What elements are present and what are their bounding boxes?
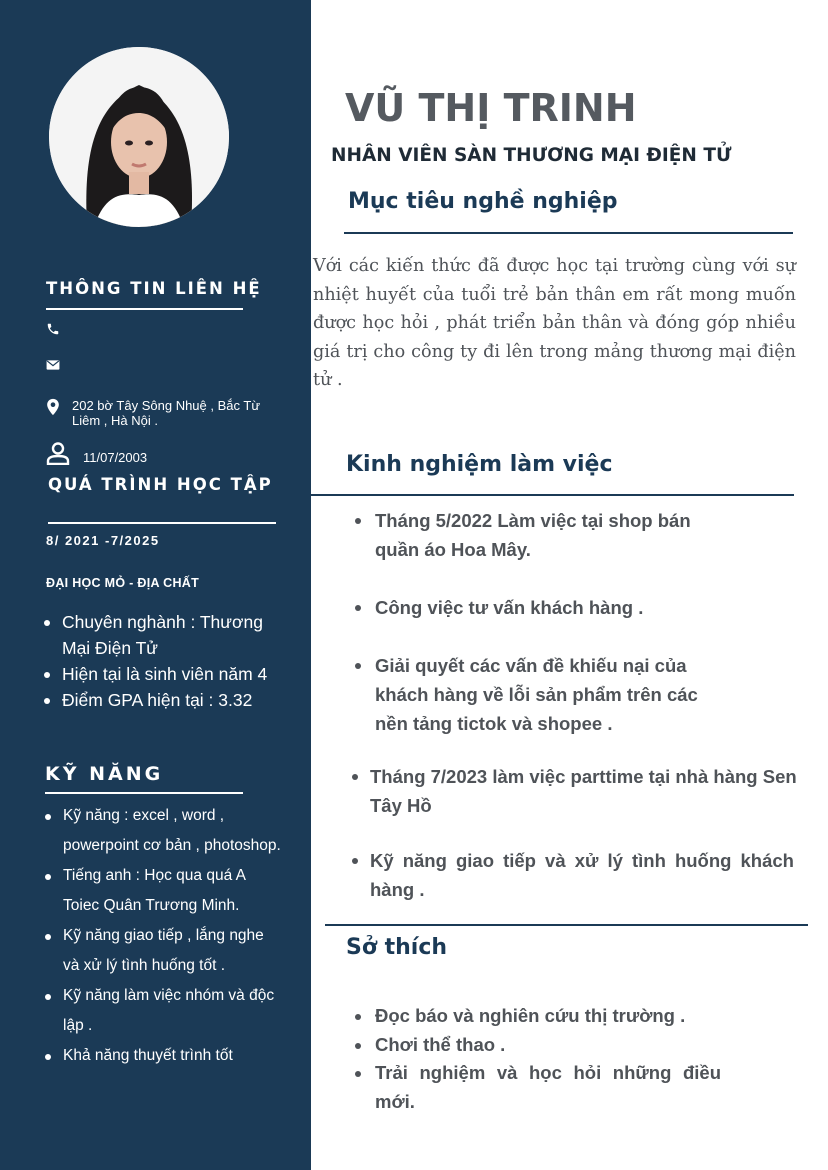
hobbies-heading: Sở thích xyxy=(346,935,448,960)
phone-icon xyxy=(46,322,60,336)
list-item: Kỹ năng giao tiếp , lắng nghe và xử lý tình huống tốt . xyxy=(44,921,284,981)
list-item: Hiện tại là sinh viên năm 4 xyxy=(42,661,292,687)
experience-item: Giải quyết các vấn đề khiếu nại của khách hàng về lỗi sản phẩm trên các nền tảng tictok và shopee . xyxy=(375,651,710,738)
list-item: Điểm GPA hiện tại : 3.32 xyxy=(42,687,292,713)
profile-photo xyxy=(49,47,229,227)
location-pin-icon xyxy=(46,398,60,416)
list-item: Chơi thể thao . xyxy=(355,1031,721,1060)
list-item: Đọc báo và nghiên cứu thị trường . xyxy=(355,1002,721,1031)
bullet xyxy=(352,858,358,864)
bullet xyxy=(355,518,361,524)
experience-heading: Kinh nghiệm làm việc xyxy=(346,452,613,477)
email-icon xyxy=(46,359,60,371)
bullet xyxy=(352,774,358,780)
objective-text: Với các kiến thức đã được học tại trường cùng với sự nhiệt huyết của tuổi trẻ bản thân em rất mong muốn được học hỏi , phát triển bản thân và đóng góp nhiều giá trị cho công ty đi lên trong mảng thương mại điện tử . xyxy=(313,256,796,390)
experience-divider xyxy=(311,494,794,496)
job-title: NHÂN VIÊN SÀN THƯƠNG MẠI ĐIỆN TỬ xyxy=(331,145,732,166)
education-heading: QUÁ TRÌNH HỌC TẬP xyxy=(48,475,273,494)
experience-item: Tháng 7/2023 làm việc parttime tại nhà hàng Sen Tây Hồ xyxy=(370,762,800,820)
objective-divider xyxy=(344,232,793,234)
list-item: Kỹ năng làm việc nhóm và độc lập . xyxy=(44,981,284,1041)
contact-divider xyxy=(46,308,243,310)
school-name: ĐẠI HỌC MỎ - ĐỊA CHẤT xyxy=(46,576,200,590)
education-divider xyxy=(48,522,276,524)
education-list xyxy=(42,609,292,713)
list-item: Kỹ năng : excel , word , powerpoint cơ bản , photoshop. xyxy=(44,801,284,861)
phone-row xyxy=(46,322,60,336)
list-item: Khả năng thuyết trình tốt xyxy=(44,1041,284,1071)
bullet xyxy=(355,663,361,669)
skills-list xyxy=(44,801,284,1071)
objective-heading: Mục tiêu nghề nghiệp xyxy=(348,189,618,214)
avatar xyxy=(49,47,229,227)
email-row xyxy=(46,359,60,371)
list-item: Tiếng anh : Học qua quá A Toiec Quân Trương Minh. xyxy=(44,861,284,921)
user-icon xyxy=(46,442,70,465)
sidebar xyxy=(0,0,311,1170)
contact-heading: THÔNG TIN LIÊN HỆ xyxy=(46,279,262,298)
list-item: Chuyên nghành : Thương Mại Điện Tử xyxy=(42,609,292,661)
education-period: 8/ 2021 -7/2025 xyxy=(46,533,160,548)
bullet xyxy=(355,605,361,611)
birthdate-row xyxy=(46,442,147,465)
experience-item: Tháng 5/2022 Làm việc tại shop bán quần áo Hoa Mây. xyxy=(375,506,695,564)
skills-divider xyxy=(45,792,243,794)
birthdate-text: 11/07/2003 xyxy=(83,450,148,465)
candidate-name: VŨ THỊ TRINH xyxy=(345,86,637,130)
experience-item: Công việc tư vấn khách hàng . xyxy=(375,593,695,622)
address-text: 202 bờ Tây Sông Nhuệ , Bắc Từ Liêm , Hà Nội . xyxy=(72,398,261,428)
experience-item: Kỹ năng giao tiếp và xử lý tình huống khách hàng . xyxy=(370,846,794,904)
hobbies-list xyxy=(355,1002,721,1116)
address-row xyxy=(46,398,286,428)
skills-heading: KỸ NĂNG xyxy=(45,763,164,785)
hobbies-divider xyxy=(325,924,808,926)
list-item: Trải nghiệm và học hỏi những điều mới. xyxy=(355,1059,721,1116)
